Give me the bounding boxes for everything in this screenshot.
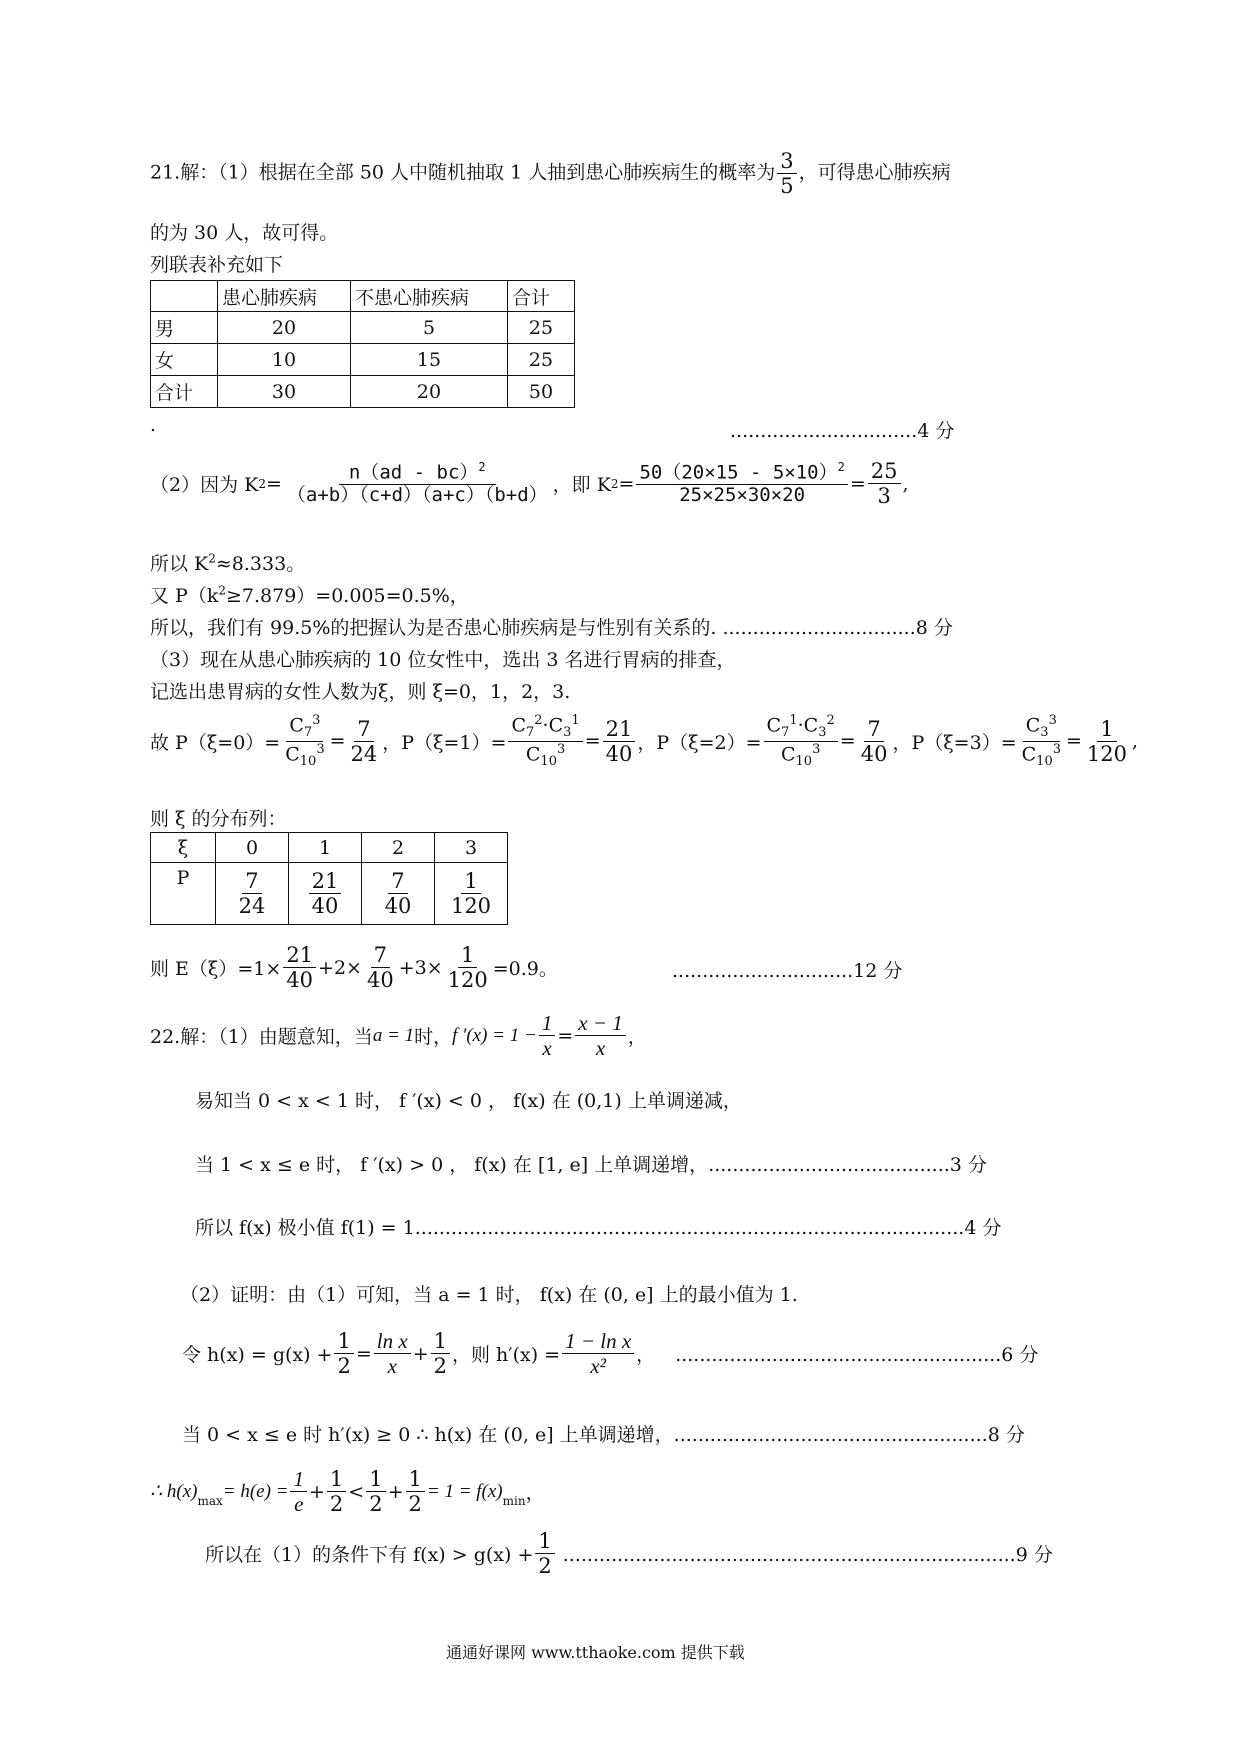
expect-num-2: 7: [371, 944, 390, 968]
table-cell: 20: [351, 376, 508, 408]
expect-frac-3: [445, 944, 491, 991]
q22-frac2: [575, 1012, 626, 1059]
p0-den: 24: [350, 741, 378, 766]
p1-num: 21: [603, 718, 636, 742]
p1-comb-fraction: [508, 714, 582, 769]
table-cell: 25: [508, 312, 575, 344]
table-cell: 25: [508, 344, 575, 376]
dist-caption: 则 ξ 的分布列：: [150, 808, 287, 830]
q22-frac2-den: x: [595, 1036, 606, 1061]
max-half-1-num: 1: [327, 1468, 346, 1492]
h-pre: 令 h(x) = g(x) +: [182, 1344, 333, 1367]
k2-sep: ，即 K: [552, 474, 611, 497]
dist-num: 1: [461, 870, 480, 894]
q21-line1: [150, 150, 951, 197]
p3-value-fraction: [1084, 718, 1130, 765]
mono-text: 当 0 < x ≤ e 时 h′(x) ≥ 0 ∴ h(x) 在 (0, e] 上单调递增，: [182, 1424, 674, 1446]
k2-eq-2: =: [618, 472, 635, 495]
so-k2-line: [150, 549, 305, 576]
expectation-line: [150, 944, 558, 991]
footer-text: 通通好课网 www.tthaoke.com 提供下载: [446, 1643, 745, 1662]
k2-calc-sup: 2: [837, 459, 845, 474]
dist-num: 7: [242, 870, 261, 894]
k2-num-text: n（ad - bc）: [348, 461, 479, 484]
max-half-3-den: 2: [408, 1492, 422, 1517]
so-k2-val: ≈8.333。: [215, 553, 306, 575]
dist-prob-row: [151, 863, 508, 925]
max-e-den: e: [294, 1492, 304, 1517]
dist-fraction: [309, 870, 342, 917]
p0-num: 7: [354, 718, 373, 742]
k2-comma: ,: [902, 472, 909, 495]
table-cell: 男: [151, 312, 218, 344]
k2-formula-fraction: [284, 461, 551, 505]
dist-header-cell: 2: [362, 833, 435, 863]
table-cell: 5: [351, 312, 508, 344]
p2-comb-den: $C_{10}^3$: [780, 741, 821, 769]
prob-fraction: [777, 150, 796, 197]
h-ln-den: x: [387, 1354, 397, 1379]
p3-den: 120: [1086, 741, 1128, 766]
p2-num: 7: [864, 718, 883, 742]
q22-line2: 易知当 0 < x < 1 时， f ′(x) < 0 ， f(x) 在 (0,1) 上单调递减，: [195, 1090, 742, 1112]
q22-frac1-num: 1: [539, 1012, 556, 1036]
final-half-den: 2: [538, 1554, 552, 1579]
dot-mark: .: [150, 414, 157, 436]
q22-intro: 22.解：（1）由题意知，当: [150, 1026, 373, 1049]
table-cell: 15: [351, 344, 508, 376]
table-cell: 30: [218, 376, 351, 408]
dist-cell: [435, 863, 508, 925]
p2-comb-num: $C_7^1\cdot C_3^2$: [764, 714, 838, 742]
q21-line2: 的为 30 人，故可得。: [150, 222, 339, 244]
p0-label: 故 P（ξ=0）=: [150, 731, 281, 754]
max-end: ，: [525, 1482, 545, 1505]
table-cell: 合计: [151, 376, 218, 408]
prob-num: 3: [777, 150, 796, 174]
expect-mid2: +3×: [398, 956, 443, 979]
part3-line2: 记选出患胃病的女性人数为ξ，则 ξ=0，1，2，3.: [150, 681, 571, 703]
table-header-cell: 患心肺疾病: [218, 281, 351, 312]
p3-comb-den: $C_{10}^3$: [1021, 741, 1061, 769]
so-k2-text: 所以 K: [150, 553, 209, 575]
h-eq: =: [355, 1342, 372, 1365]
dist-den: 120: [450, 894, 492, 918]
expect-frac-2: [364, 944, 397, 991]
q22-cond: a = 1: [372, 1024, 415, 1046]
dist-den: 40: [384, 894, 412, 918]
p0-comb-num: $C_7^3$: [286, 714, 323, 742]
k2-sup: 2: [258, 476, 266, 491]
score-8: ....................................................8 分: [673, 1424, 1025, 1446]
max-sub: max: [197, 1493, 223, 1508]
p3-num: 1: [1097, 718, 1116, 742]
h-half-frac: [334, 1330, 353, 1377]
q22-line3: [195, 1150, 987, 1177]
part3-line1: （3）现在从患心肺疾病的 10 位女性中，选出 3 名进行胃病的排查，: [150, 649, 736, 671]
h-definition-line: [182, 1330, 1038, 1377]
p1-value-fraction: [603, 718, 636, 765]
k2-result-fraction: [868, 460, 901, 507]
table-cell: 20: [218, 312, 351, 344]
final-line: [205, 1530, 1053, 1577]
p1-comb-den: $C_{10}^3$: [525, 741, 566, 769]
max-eq: = h(e) =: [222, 1480, 289, 1502]
p0-comb-fraction: [282, 714, 327, 769]
p0-value-fraction: [348, 718, 381, 765]
dist-header-cell: ξ: [151, 833, 216, 863]
expect-den-2: 40: [366, 968, 394, 993]
k2-calc-num: [636, 461, 847, 485]
prob-den: 5: [780, 174, 794, 199]
q22-line4: [195, 1213, 1001, 1240]
table-header-row: [151, 281, 575, 312]
max-half-2: [366, 1468, 385, 1515]
q22-line1: [150, 1012, 647, 1059]
dist-den: 24: [238, 894, 266, 918]
score-6: ......................................................6 分: [675, 1344, 1039, 1367]
contingency-table: [150, 280, 575, 408]
max-lt: <: [348, 1480, 365, 1503]
expect-den-3: 120: [447, 968, 488, 993]
dist-header-row: [151, 833, 508, 863]
max-half-2-den: 2: [369, 1492, 383, 1517]
table-header-cell: 合计: [508, 281, 575, 312]
h-deriv-num: 1 − ln x: [562, 1330, 634, 1354]
dist-fraction: [448, 870, 494, 917]
k2-formula-num: [339, 461, 496, 484]
table-cell: 50: [508, 376, 575, 408]
p1-label: ，P（ξ=1）=: [382, 731, 507, 754]
q22-frac1-den: x: [542, 1036, 552, 1061]
table-header-cell: 不患心肺疾病: [351, 281, 508, 312]
p0-comb-den: $C_{10}^3$: [285, 741, 325, 769]
h-half-den-2: 2: [433, 1354, 447, 1379]
q22-part2-line: （2）证明：由（1）可知，当 a = 1 时， f(x) 在 (0, e] 上的最小值为 1.: [180, 1284, 798, 1306]
q22-frac1: [539, 1012, 556, 1059]
q22-eq: =: [557, 1024, 574, 1047]
score-3: ........................................3 分: [708, 1154, 987, 1176]
so-k2-sup: 2: [208, 551, 216, 566]
score-4b: ...........................................................................................4 分: [414, 1217, 1002, 1239]
q22-line3-text: 当 1 < x ≤ e 时， f ′(x) > 0 ， f(x) 在 [1, e] 上单调递增，: [195, 1154, 709, 1176]
table-cell: 女: [151, 344, 218, 376]
h-half-num: 1: [334, 1330, 353, 1354]
q22-end: ，: [627, 1026, 647, 1049]
q22-mid: 时，: [414, 1026, 453, 1049]
distribution-table: [150, 832, 508, 925]
p2-label: ，P（ξ=2）=: [637, 731, 762, 754]
score-4: ...............................4 分: [730, 420, 955, 442]
dist-num: 7: [388, 870, 407, 894]
q22-deriv: f ′(x) = 1 −: [452, 1024, 537, 1046]
k2-sup-2: 2: [610, 476, 619, 491]
final-half-num: 1: [535, 1530, 554, 1554]
dist-num: 21: [309, 870, 342, 894]
expect-post: =0.9。: [492, 958, 558, 981]
k2-result-den: 3: [877, 484, 891, 509]
dist-p-label: P: [151, 863, 216, 925]
h-half-num-2: 1: [431, 1330, 450, 1354]
h-deriv-den: x²: [590, 1354, 606, 1379]
k2-formula-line: [150, 460, 909, 507]
p2-comb-fraction: [764, 714, 838, 769]
dist-header-cell: 0: [216, 833, 289, 863]
k2-calc-den: 25×25×30×20: [679, 484, 806, 507]
final-pre: 所以在（1）的条件下有 f(x) > g(x) +: [205, 1544, 534, 1567]
min-sub: min: [502, 1493, 526, 1508]
dist-cell: [289, 863, 362, 925]
probability-line: 故 P（ξ=0）= $\frac{C_7^3}{C_{10}^3}$ = $\frac{7}{24}$ ，P（ξ=1）= $\frac{C_7^2\cdot C_3^1}{C_{10}^3}$ = $\frac{21}{40}$ ，P（ξ=2）= $\frac{C_7^1\cdot C_3^2}{C_{10}^3}$ = $\frac{7}{40}$ ，P（ξ=3）= $\frac{C_3^3}{C_{10}^3}$ = $\frac{1}{120}$ ,: [150, 713, 1139, 769]
score-12: ..............................12 分: [672, 960, 903, 982]
k2-num-sup: 2: [478, 460, 486, 475]
conclusion-line: 所以，我们有 99.5%的把握认为是否患心肺疾病是与性别有关系的. ................................8 分: [150, 617, 953, 639]
score-9: ...........................................................................9 分: [562, 1544, 1053, 1567]
part2-intro: （2）因为 K: [150, 474, 259, 497]
expect-pre: 则 E（ξ）=1×: [150, 958, 282, 981]
max-e-num: 1: [290, 1468, 307, 1492]
max-half-2-num: 1: [366, 1468, 385, 1492]
p-line-post: ≥7.879）=0.005=0.5%，: [225, 585, 469, 607]
k2-calc-fraction: [636, 461, 847, 506]
h-deriv-frac: [562, 1330, 634, 1377]
q22-line4-text: 所以 f(x) 极小值 f(1) = 1: [195, 1217, 415, 1239]
p1-comb-num: $C_7^2\cdot C_3^1$: [508, 714, 582, 742]
max-line: ∴ h(x) $_{max}$ = h(e) = $\frac{1}{e}$ + $\frac{1}{2}$ < $\frac{1}{2}$ + $\frac{1}{2}$ = 1 = f(x) $_{min}$ ，: [150, 1467, 545, 1517]
final-half: [535, 1530, 554, 1577]
max-frac-e: [290, 1468, 307, 1515]
max-half-3-num: 1: [406, 1468, 425, 1492]
p3-label: ，P（ξ=3）=: [892, 731, 1017, 754]
expect-den-1: 40: [286, 968, 314, 993]
p1-den: 40: [605, 741, 633, 766]
table-row: [151, 376, 575, 408]
p2-den: 40: [860, 741, 888, 766]
table-row: [151, 344, 575, 376]
max-half-1: [327, 1468, 346, 1515]
max-half-3: [406, 1468, 425, 1515]
dist-cell: [362, 863, 435, 925]
q21-intro-post: ，可得患心肺疾病: [798, 161, 951, 184]
max-half-1-den: 2: [329, 1492, 344, 1517]
table-row: [151, 312, 575, 344]
table-header-cell: [151, 281, 218, 312]
k2-eq-3: =: [849, 472, 866, 495]
table-caption: 列联表补充如下: [150, 254, 284, 276]
k2-formula-den: （a+b）（c+d）（a+c）（b+d）: [286, 483, 548, 506]
p3-comb-fraction: [1019, 714, 1064, 769]
k2-result-num: 25: [868, 460, 901, 484]
dist-den: 40: [311, 894, 339, 918]
h-ln-num: ln x: [374, 1330, 411, 1354]
max-pre: ∴ h(x): [150, 1481, 198, 1503]
h-plus: +: [412, 1342, 429, 1365]
h-half-den: 2: [337, 1354, 351, 1379]
expect-mid1: +2×: [318, 956, 362, 979]
dist-fraction: [236, 870, 269, 917]
expect-num-1: 21: [283, 944, 316, 968]
h-ln-frac: [374, 1330, 411, 1377]
p3-comb-num: $C_3^3$: [1023, 714, 1060, 742]
table-cell: 10: [218, 344, 351, 376]
dist-header-cell: 1: [289, 833, 362, 863]
p-line-pre: 又 P（k: [150, 585, 219, 607]
dist-header-cell: 3: [435, 833, 508, 863]
k2-calc-num-text: 50（20×15 - 5×10）: [639, 461, 838, 484]
h-then: ，则 h′(x) =: [451, 1344, 561, 1367]
p-value-line: [150, 581, 469, 608]
q21-intro-text: 21.解：（1）根据在全部 50 人中随机抽取 1 人抽到患心肺疾病生的概率为: [150, 161, 776, 184]
mono-line: [182, 1420, 1025, 1447]
expect-num-3: 1: [458, 944, 477, 968]
p2-value-fraction: [858, 718, 891, 765]
k2-eq: =: [265, 472, 282, 495]
prob-comma: ,: [1132, 730, 1139, 753]
q22-frac2-num: x − 1: [575, 1012, 626, 1036]
dist-fraction: [382, 870, 415, 917]
h-comma: ，: [636, 1344, 656, 1367]
h-half-frac-2: [431, 1330, 450, 1377]
expect-frac-1: [283, 944, 316, 991]
p-line-sup: 2: [218, 583, 226, 598]
max-one: = 1 = f(x): [426, 1480, 503, 1502]
dist-cell: [216, 863, 289, 925]
